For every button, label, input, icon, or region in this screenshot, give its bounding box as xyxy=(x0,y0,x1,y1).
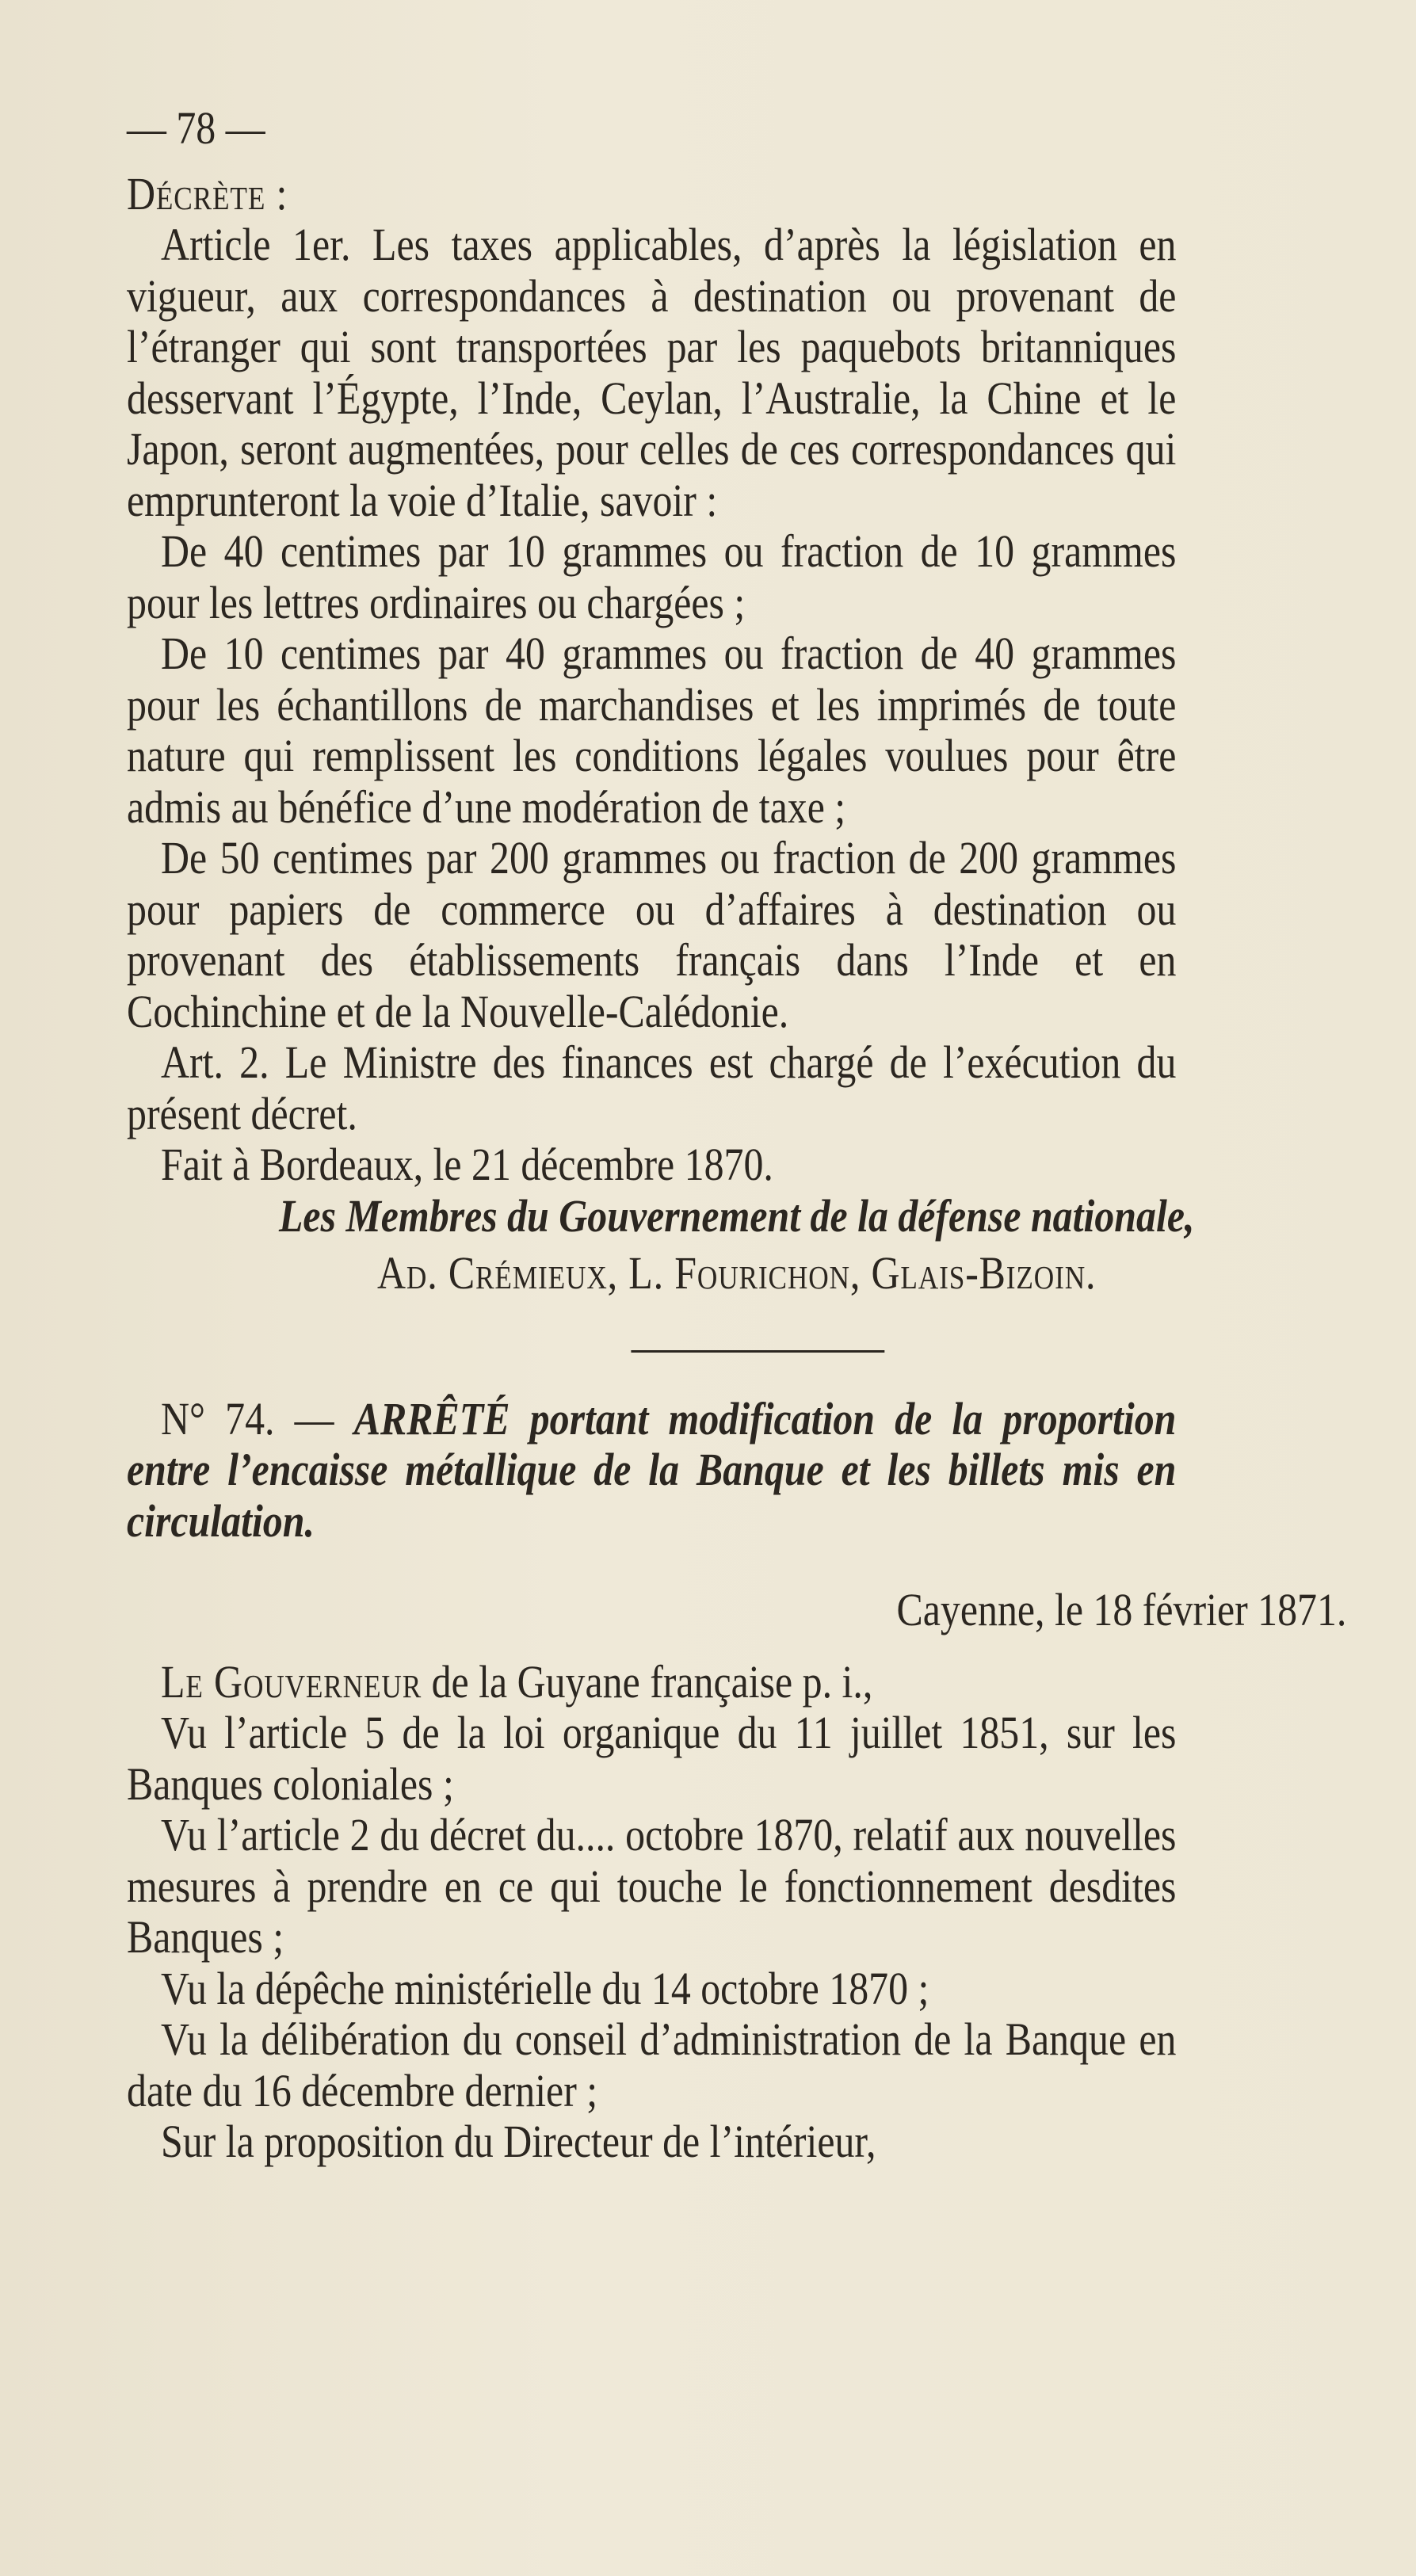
proposal-line: Sur la proposition du Directeur de l’intérieur, xyxy=(161,2116,876,2167)
done-at: Fait à Bordeaux, le 21 décembre 1870. xyxy=(161,1139,773,1190)
text-block xyxy=(127,102,1347,2168)
vu-organic-law: Vu l’article 5 de la loi organique du 11 juillet 1851, sur les Banques coloniales ; xyxy=(127,1707,1177,1810)
governor-label: Le Gouverneur xyxy=(161,1655,422,1708)
governor-rest: de la Guyane française p. i., xyxy=(422,1655,873,1708)
members-line: Les Membres du Gouvernement de la défense nationale, xyxy=(278,1189,1195,1242)
article-1: Article 1er. Les taxes applicables, d’après la législation en vigueur, aux correspondances à destination ou provenant de l’étranger qui sont transportées par les paquebots britanniques desservant l’Égypte, l’Inde, Ceylan, l’Australie, la Chine et le Japon, seront augmentées, pour celles de ces correspondances qui emprunteront la voie d’Italie, savoir : xyxy=(127,219,1177,526)
article-2: Art. 2. Le Ministre des finances est chargé de l’exécution du présent décret. xyxy=(127,1036,1177,1139)
tax-papers: De 50 centimes par 200 grammes ou fraction de 200 grammes pour papiers de commerce ou d’affaires à destination ou provenant des établissements français dans l’Inde et en Cochinchine et de la Nouvelle-Calédonie. xyxy=(127,832,1177,1037)
decrete-label: Décrète : xyxy=(127,167,288,219)
arrete-heading xyxy=(127,1394,1176,1548)
page-number: — 78 — xyxy=(127,102,265,154)
place-date: Cayenne, le 18 février 1871. xyxy=(896,1584,1347,1635)
tax-letters: De 40 centimes par 10 grammes ou fraction de 10 grammes pour les lettres ordinaires ou chargées ; xyxy=(127,525,1177,628)
arrete-title: ARRÊTÉ portant modification de la proportion entre l’encaisse métallique de la Banque et les billets mis en circulation. xyxy=(127,1392,1177,1547)
signatories: Ad. Crémieux, L. Fourichon, Glais-Bizoin. xyxy=(377,1247,1097,1299)
vu-deliberation: Vu la délibération du conseil d’administration de la Banque en date du 16 décembre dernier ; xyxy=(127,2013,1177,2116)
tax-samples: De 10 centimes par 40 grammes ou fraction de 40 grammes pour les échantillons de marchandises et les imprimés de toute nature qui remplissent les conditions légales voulues pour être admis au bénéfice d’une modération de taxe ; xyxy=(127,628,1177,833)
vu-decree: Vu l’article 2 du décret du.... octobre 1870, relatif aux nouvelles mesures à prendre en ce qui touche le fonctionnement desdites Banques ; xyxy=(127,1809,1177,1963)
section-divider xyxy=(631,1350,884,1353)
governor-line xyxy=(127,1657,1176,1708)
arrete-number: N° 74. — xyxy=(161,1392,354,1444)
vu-dispatch: Vu la dépêche ministérielle du 14 octobre 1870 ; xyxy=(161,1962,929,2014)
